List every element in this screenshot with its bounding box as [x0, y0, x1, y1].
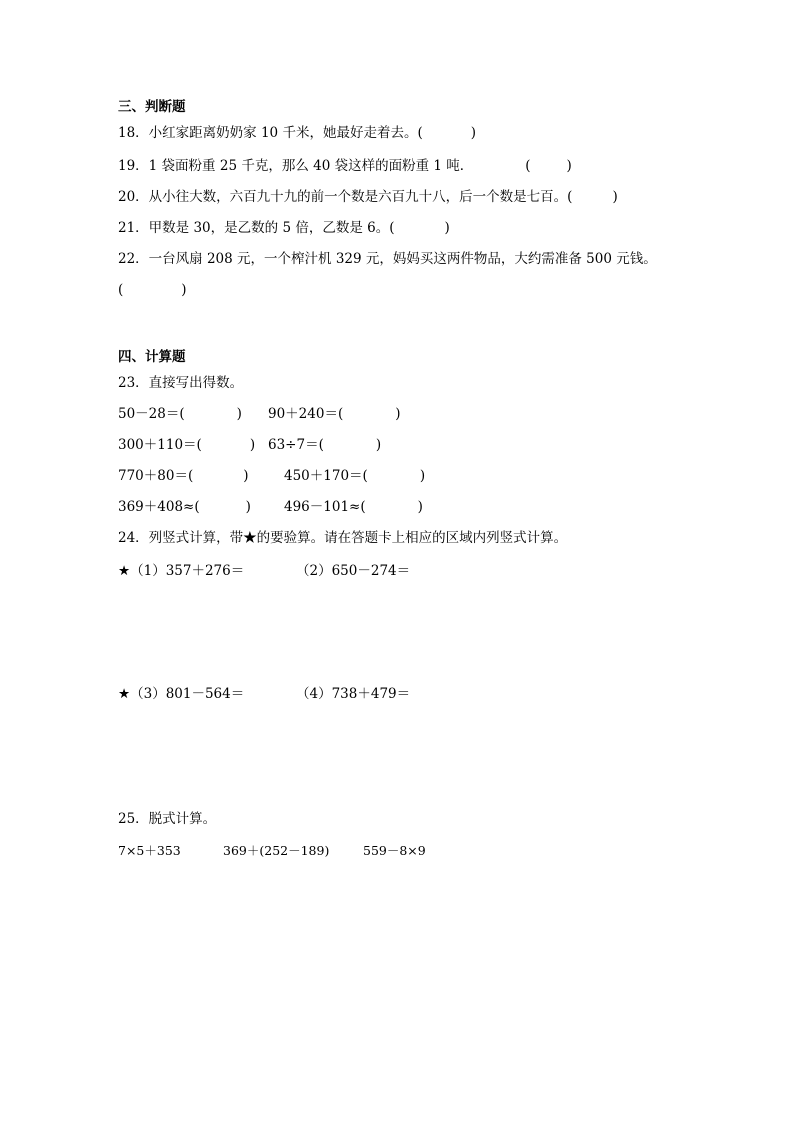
question-22-answer [118, 281, 187, 299]
answer-paren-close[interactable]: ) [612, 189, 618, 205]
q23-expr: 90＋240＝( [268, 406, 344, 422]
question-20-text: 20．从小往大数，六百九十九的前一个数是六百九十八，后一个数是七百。( [118, 189, 573, 205]
q25-expressions [118, 842, 426, 860]
answer-paren-close[interactable]: ) [566, 158, 572, 174]
question-21 [118, 219, 450, 237]
answer-paren-close[interactable]: ) [243, 468, 249, 484]
question-18-text: 18．小红家距离奶奶家 10 千米，她最好走着去。( [118, 125, 423, 141]
question-22 [118, 250, 657, 268]
question-23-prompt: 23．直接写出得数。 [118, 375, 244, 391]
q23-expr: 770＋80＝( [118, 468, 194, 484]
answer-paren-close[interactable]: ) [249, 437, 256, 453]
q24-item-4: （4）738＋479＝ [296, 686, 411, 702]
q23-expr: 496－101≈( [284, 499, 366, 515]
q24-item-3: ★（3）801－564＝ [118, 686, 245, 702]
q25-expr-1: 7×5＋353 [118, 843, 181, 858]
question-21-text: 21．甲数是 30，是乙数的 5 倍，乙数是 6。( [118, 220, 395, 236]
question-19 [118, 157, 572, 175]
q23-expr: 369＋408≈( [118, 499, 200, 515]
q24-row-2 [118, 685, 410, 703]
answer-paren-close[interactable]: ) [417, 499, 423, 515]
q23-row-1 [118, 405, 401, 423]
answer-paren-close[interactable]: ) [181, 282, 187, 298]
question-24-prompt: 24．列竖式计算，带★的要验算。请在答题卡上相应的区域内列竖式计算。 [118, 530, 568, 546]
q25-expr-3: 559－8×9 [363, 843, 426, 858]
question-25-prompt: 25．脱式计算。 [118, 811, 217, 827]
q23-expr: 50－28＝( [118, 406, 185, 422]
answer-paren-close[interactable]: ) [395, 406, 401, 422]
answer-paren-open[interactable]: ( [525, 158, 531, 174]
answer-paren-close[interactable]: ) [375, 437, 382, 453]
q23-row-2 [118, 436, 381, 454]
q23-row-3 [118, 467, 425, 485]
question-18 [118, 124, 476, 142]
q23-row-4 [118, 498, 423, 516]
q24-item-1: ★（1）357＋276＝ [118, 563, 245, 579]
question-22-text: 22．一台风扇 208 元，一个榨汁机 329 元，妈妈买这两件物品，大约需准备 500 元钱。 [118, 251, 657, 267]
answer-paren-close[interactable]: ) [236, 406, 242, 422]
question-19-text: 19．1 袋面粉重 25 千克，那么 40 袋这样的面粉重 1 吨． [118, 158, 474, 174]
answer-paren-open[interactable]: ( [118, 282, 124, 298]
q25-expr-2: 369＋(252－189) [223, 843, 330, 858]
answer-paren-close[interactable]: ) [245, 499, 251, 515]
q24-item-2: （2）650－274＝ [296, 563, 411, 579]
q23-expr: 63÷7＝( [268, 437, 324, 453]
q23-expr: 300＋110＝( [118, 437, 202, 453]
section-heading-judgement: 三、判断题 [118, 99, 186, 115]
section-heading-calculation: 四、计算题 [118, 349, 186, 365]
answer-paren-close[interactable]: ) [470, 125, 476, 141]
answer-paren-close[interactable]: ) [419, 468, 426, 484]
answer-paren-close[interactable]: ) [444, 220, 450, 236]
q23-expr: 450＋170＝( [284, 468, 368, 484]
question-20 [118, 188, 618, 206]
q24-row-1 [118, 562, 410, 580]
